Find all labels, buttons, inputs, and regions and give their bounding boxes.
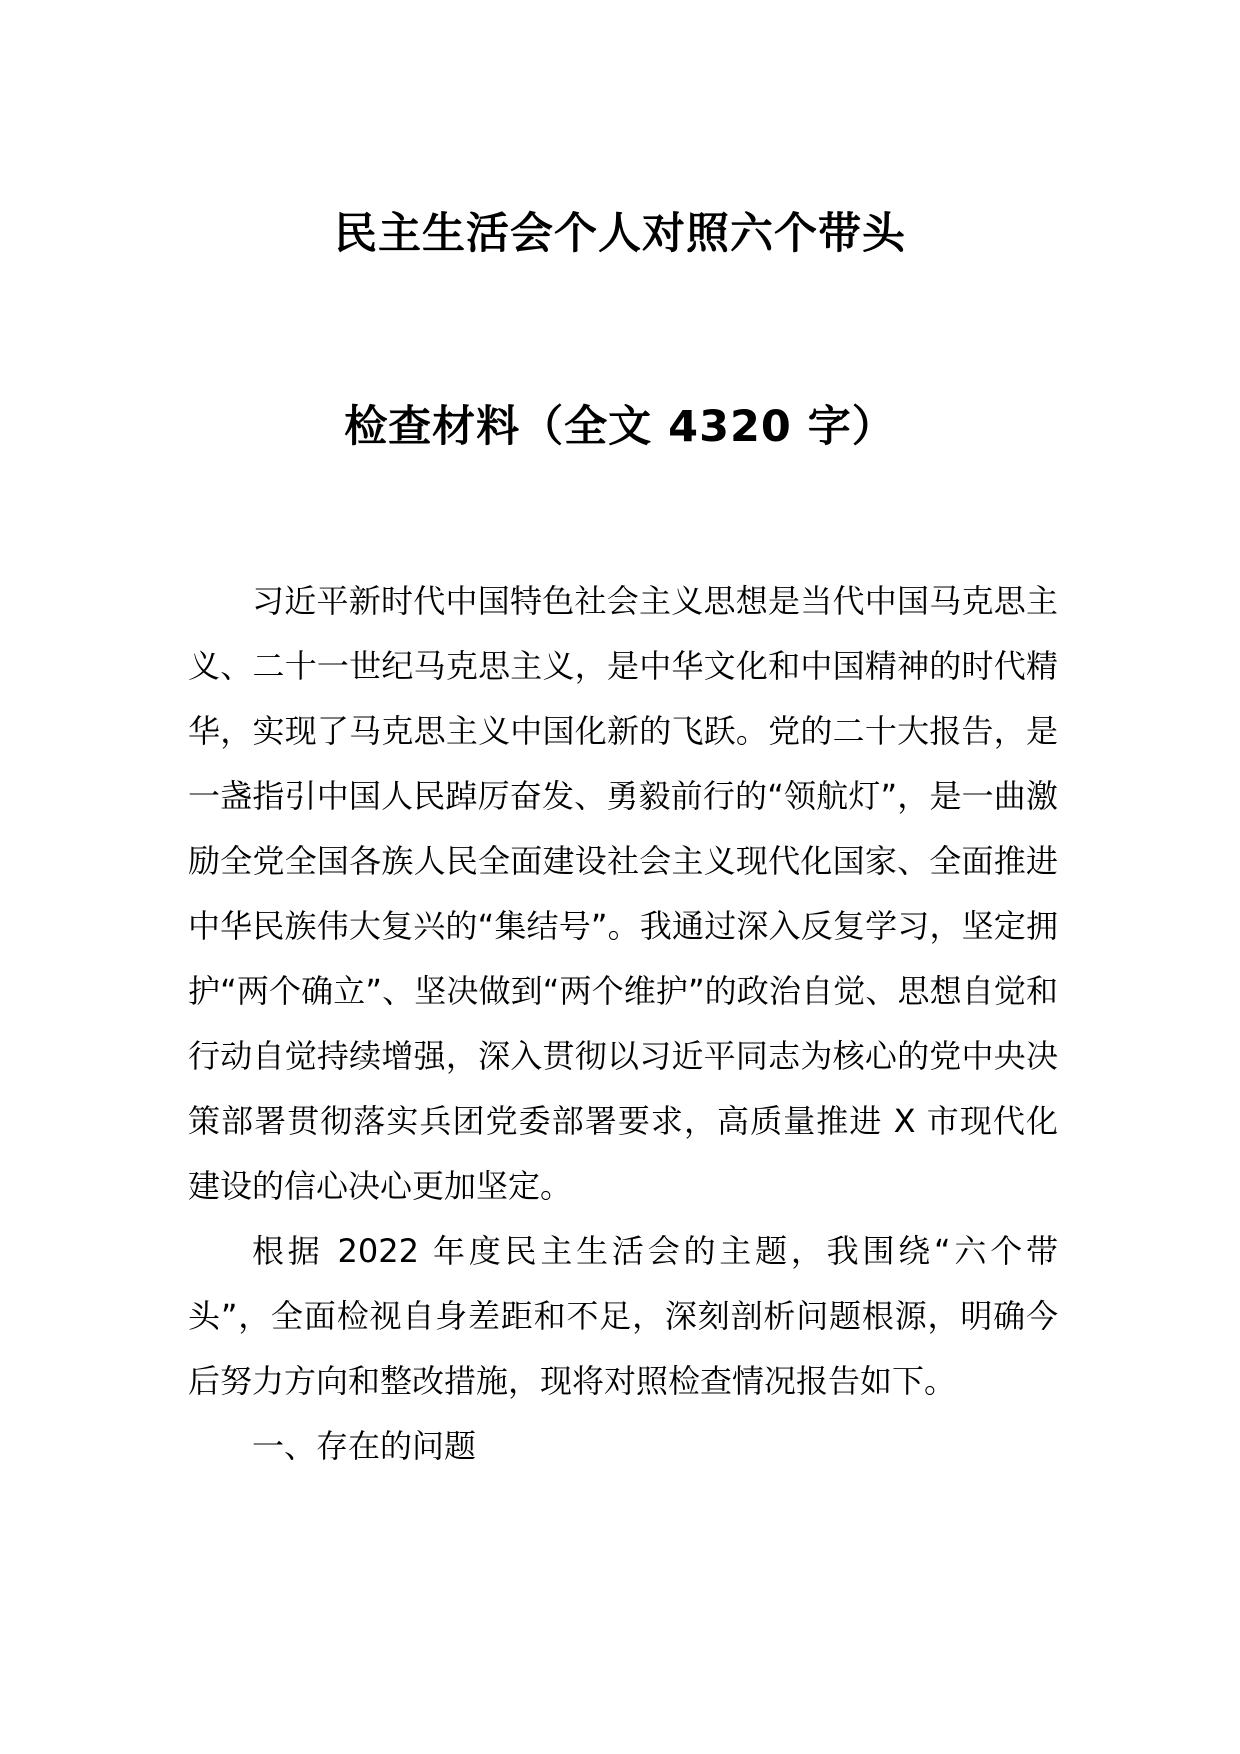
- body-paragraph-intro: 习近平新时代中国特色社会主义思想是当代中国马克思主义、二十一世纪马克思主义，是中华文化和中国精神的时代精华，实现了马克思主义中国化新的飞跃。党的二十大报告，是一盏指引中国人民踔厉奋发、勇毅前行的“领航灯”，是一曲激励全党全国各族人民全面建设社会主义现代化国家、全面推进中华民族伟大复兴的“集结号”。我通过深入反复学习，坚定拥护“两个确立”、坚决做到“两个维护”的政治自觉、思想自觉和行动自觉持续增强，深入贯彻以习近平同志为核心的党中央决策部署贯彻落实兵团党委部署要求，高质量推进 X 市现代化建设的信心决心更加坚定。: [188, 582, 1058, 1205]
- body-paragraph-purpose: 根据 2022 年度民主生活会的主题，我围绕“六个带头”，全面检视自身差距和不足，深刻剖析问题根源，明确今后努力方向和整改措施，现将对照检查情况报告如下。: [188, 1232, 1058, 1400]
- section-heading-problems: 一、存在的问题: [252, 1427, 477, 1465]
- document-title-line-1: 民主生活会个人对照六个带头: [334, 209, 906, 259]
- document-body: [188, 569, 1058, 1479]
- document-title-line-2: 检查材料（全文 4320 字）: [344, 402, 896, 452]
